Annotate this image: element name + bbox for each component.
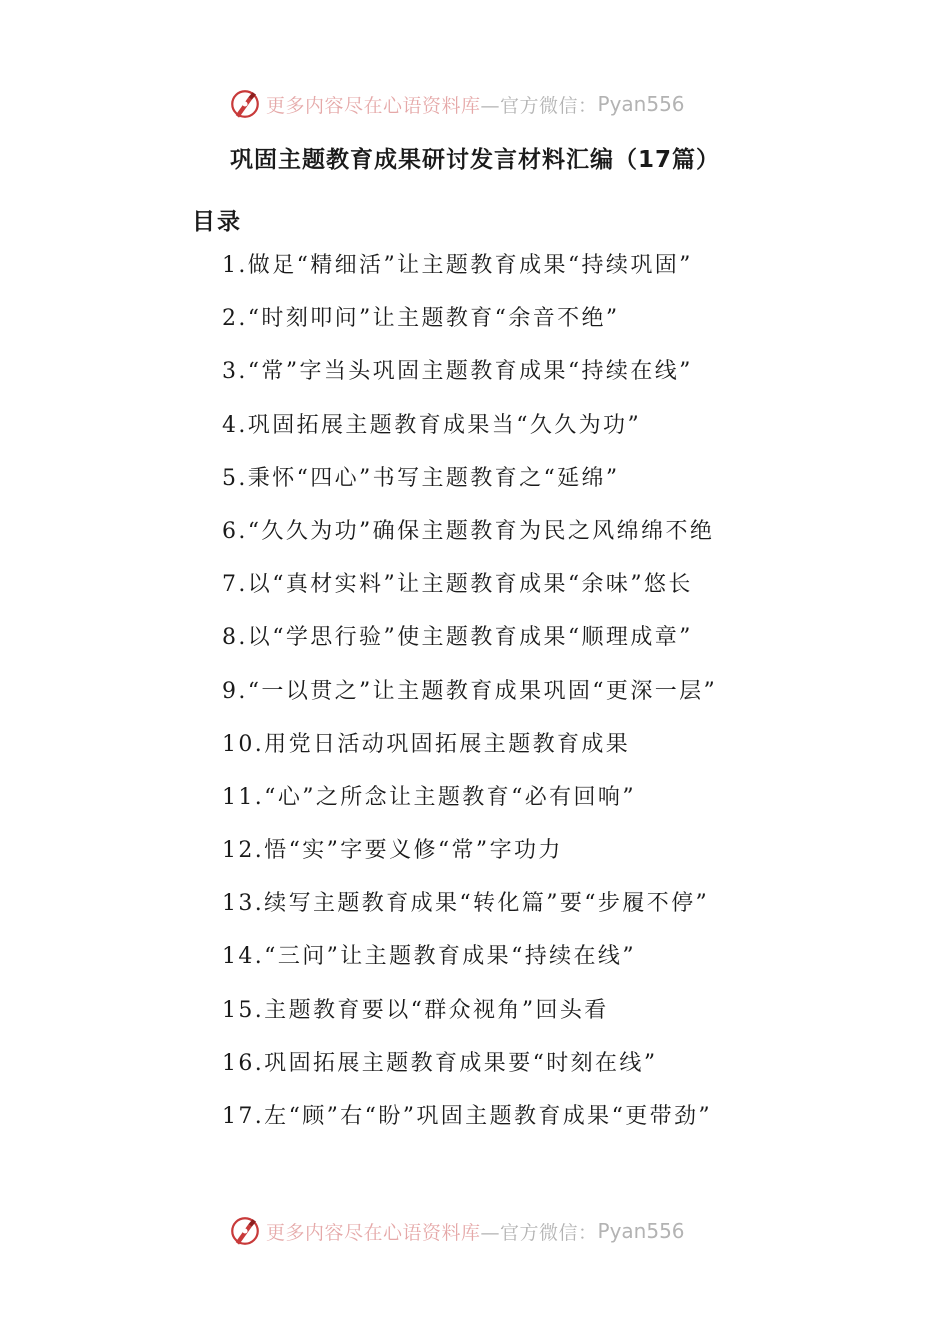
pen-circle-logo-icon (228, 87, 262, 121)
footer-watermark (228, 1211, 685, 1251)
toc-item-17: 17.左“顾”右“盼”巩固主题教育成果“更带劲” (222, 1104, 713, 1129)
table-of-contents (222, 248, 717, 1152)
toc-item-11: 11.“心”之所念让主题教育“必有回响” (222, 784, 636, 810)
toc-item-9: 9.“一以贯之”让主题教育成果巩固“更深一层” (222, 678, 718, 704)
toc-heading: 目录 (192, 208, 242, 235)
watermark-wechat-id: Pyan556 (597, 1219, 685, 1243)
toc-item-3: 3.“常”字当头巩固主题教育成果“持续在线” (222, 359, 693, 385)
toc-item-6: 6.“久久为功”确保主题教育为民之风绵绵不绝 (222, 518, 715, 544)
pen-circle-logo-icon (228, 1214, 262, 1248)
header-watermark (228, 84, 685, 124)
toc-item-2: 2.“时刻叩问”让主题教育“余音不绝” (222, 306, 620, 332)
toc-item-5: 5.秉怀“四心”书写主题教育之“延绵” (222, 465, 620, 491)
toc-item-4: 4.巩固拓展主题教育成果当“久久为功” (222, 412, 642, 438)
toc-item-8: 8.以“学思行验”使主题教育成果“顺理成章” (222, 625, 693, 651)
toc-item-16: 16.巩固拓展主题教育成果要“时刻在线” (222, 1050, 658, 1076)
watermark-text: 更多内容尽在心语资料库—官方微信： (266, 1221, 598, 1244)
toc-item-1: 1.做足“精细活”让主题教育成果“持续巩固” (222, 253, 693, 278)
watermark-wechat-id: Pyan556 (597, 92, 685, 116)
watermark-text: 更多内容尽在心语资料库—官方微信： (266, 94, 598, 117)
toc-item-10: 10.用党日活动巩固拓展主题教育成果 (222, 731, 631, 757)
toc-item-15: 15.主题教育要以“群众视角”回头看 (222, 997, 609, 1023)
document-title: 巩固主题教育成果研讨发言材料汇编（17篇） (229, 147, 720, 173)
toc-item-12: 12.悟“实”字要义修“常”字功力 (222, 838, 563, 864)
toc-item-14: 14.“三问”让主题教育成果“持续在线” (222, 944, 636, 970)
toc-item-13: 13.续写主题教育成果“转化篇”要“步履不停” (222, 891, 710, 917)
toc-item-7: 7.以“真材实料”让主题教育成果“余味”悠长 (222, 572, 693, 598)
